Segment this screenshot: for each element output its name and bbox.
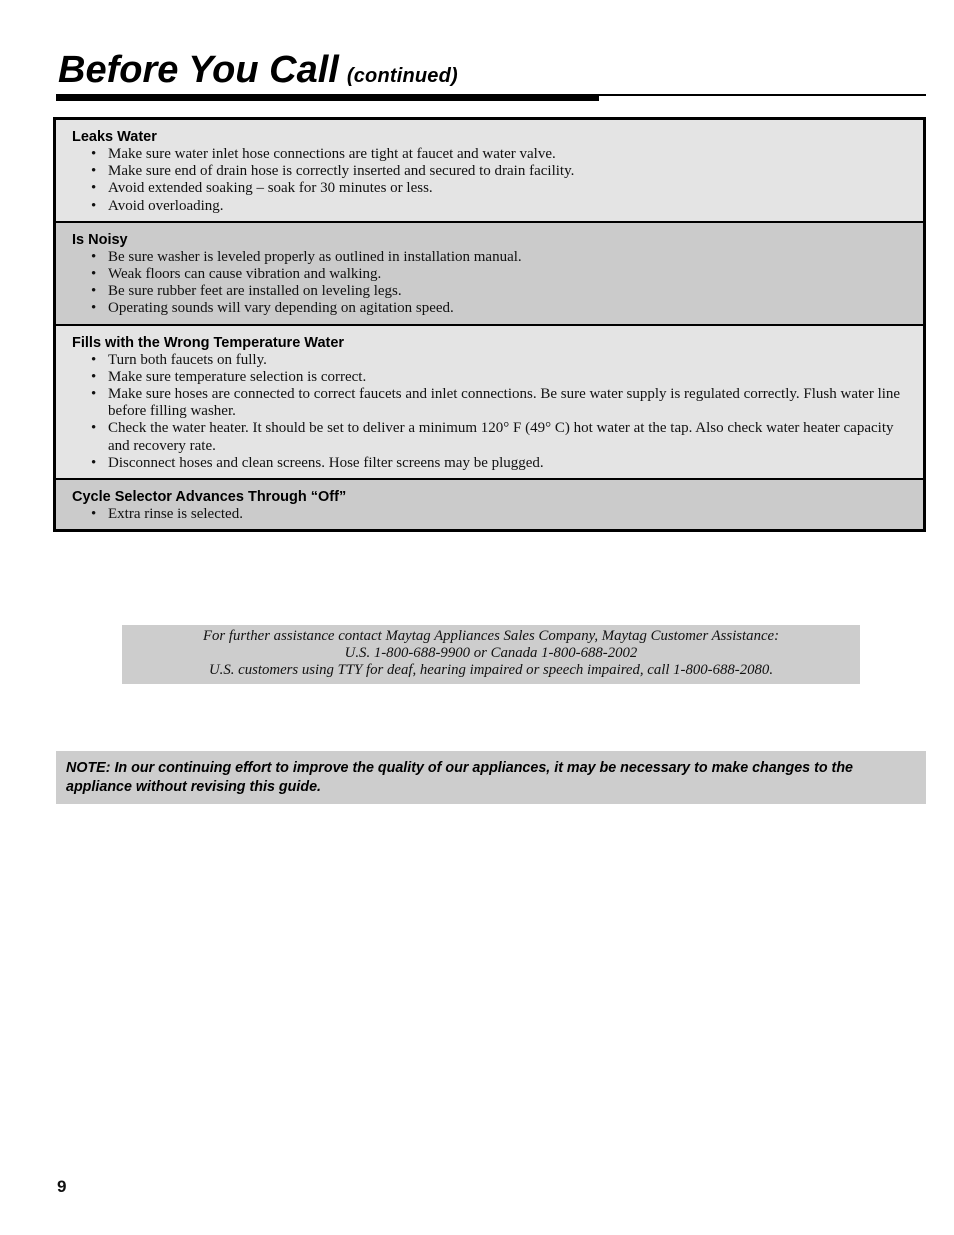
section-leaks-water	[56, 120, 923, 221]
note-box	[56, 751, 926, 804]
assistance-line: For further assistance contact Maytag Appliances Sales Company, Maytag Customer Assistance:	[202, 628, 780, 644]
list-item: • Make sure end of drain hose is correctly inserted and secured to drain facility.	[72, 163, 909, 180]
assistance-box	[122, 625, 860, 684]
list-item: • Make sure water inlet hose connections are tight at faucet and water valve.	[72, 146, 909, 163]
section-is-noisy	[56, 221, 923, 324]
section-heading: Leaks Water	[72, 129, 157, 145]
section-heading: Fills with the Wrong Temperature Water	[72, 334, 345, 351]
assistance-tty-line: U.S. customers using TTY for deaf, hearing impaired or speech impaired, call 1-800-688-2080.	[208, 662, 774, 678]
list-item: • Be sure washer is leveled properly as outlined in installation manual.	[72, 249, 909, 266]
troubleshooting-table	[53, 117, 926, 532]
list-item: • Be sure rubber feet are installed on leveling legs.	[72, 283, 909, 300]
section-heading: Is Noisy	[72, 231, 128, 248]
list-item: • Make sure temperature selection is correct.	[72, 369, 909, 386]
list-item: • Make sure hoses are connected to correct faucets and inlet connections. Be sure water supply is regulated correctly. Flush water line before filling washer.	[72, 386, 909, 420]
title-rule-thick	[56, 95, 599, 101]
bullet-list	[72, 249, 909, 318]
note-text: NOTE: In our continuing effort to improve the quality of our appliances, it may be necessary to make changes to the appliance without revising this guide.	[66, 760, 853, 795]
list-item: • Avoid overloading.	[72, 198, 909, 215]
bullet-list	[72, 506, 909, 523]
list-item: • Check the water heater. It should be set to deliver a minimum 120° F (49° C) hot water at the tap. Also check water heater capacity and recovery rate.	[72, 420, 909, 454]
bullet-list	[72, 352, 909, 472]
bullet-list	[72, 146, 909, 215]
list-item: • Avoid extended soaking – soak for 30 minutes or less.	[72, 180, 909, 197]
section-wrong-temperature	[56, 324, 923, 478]
list-item: • Weak floors can cause vibration and walking.	[72, 266, 909, 283]
list-item: • Operating sounds will vary depending on agitation speed.	[72, 300, 909, 317]
section-heading: Cycle Selector Advances Through “Off”	[72, 489, 347, 506]
list-item: • Disconnect hoses and clean screens. Hose filter screens may be plugged.	[72, 455, 909, 472]
page-title-text: Before You Call	[58, 49, 339, 91]
page-subtitle: (continued)	[346, 65, 458, 87]
list-item: • Turn both faucets on fully.	[72, 352, 909, 369]
page-title	[58, 46, 458, 100]
list-item: • Extra rinse is selected.	[72, 506, 909, 523]
section-cycle-selector	[56, 478, 923, 529]
page-number: 9	[57, 1177, 67, 1196]
assistance-phone-line: U.S. 1-800-688-9900 or Canada 1-800-688-2002	[344, 645, 638, 661]
